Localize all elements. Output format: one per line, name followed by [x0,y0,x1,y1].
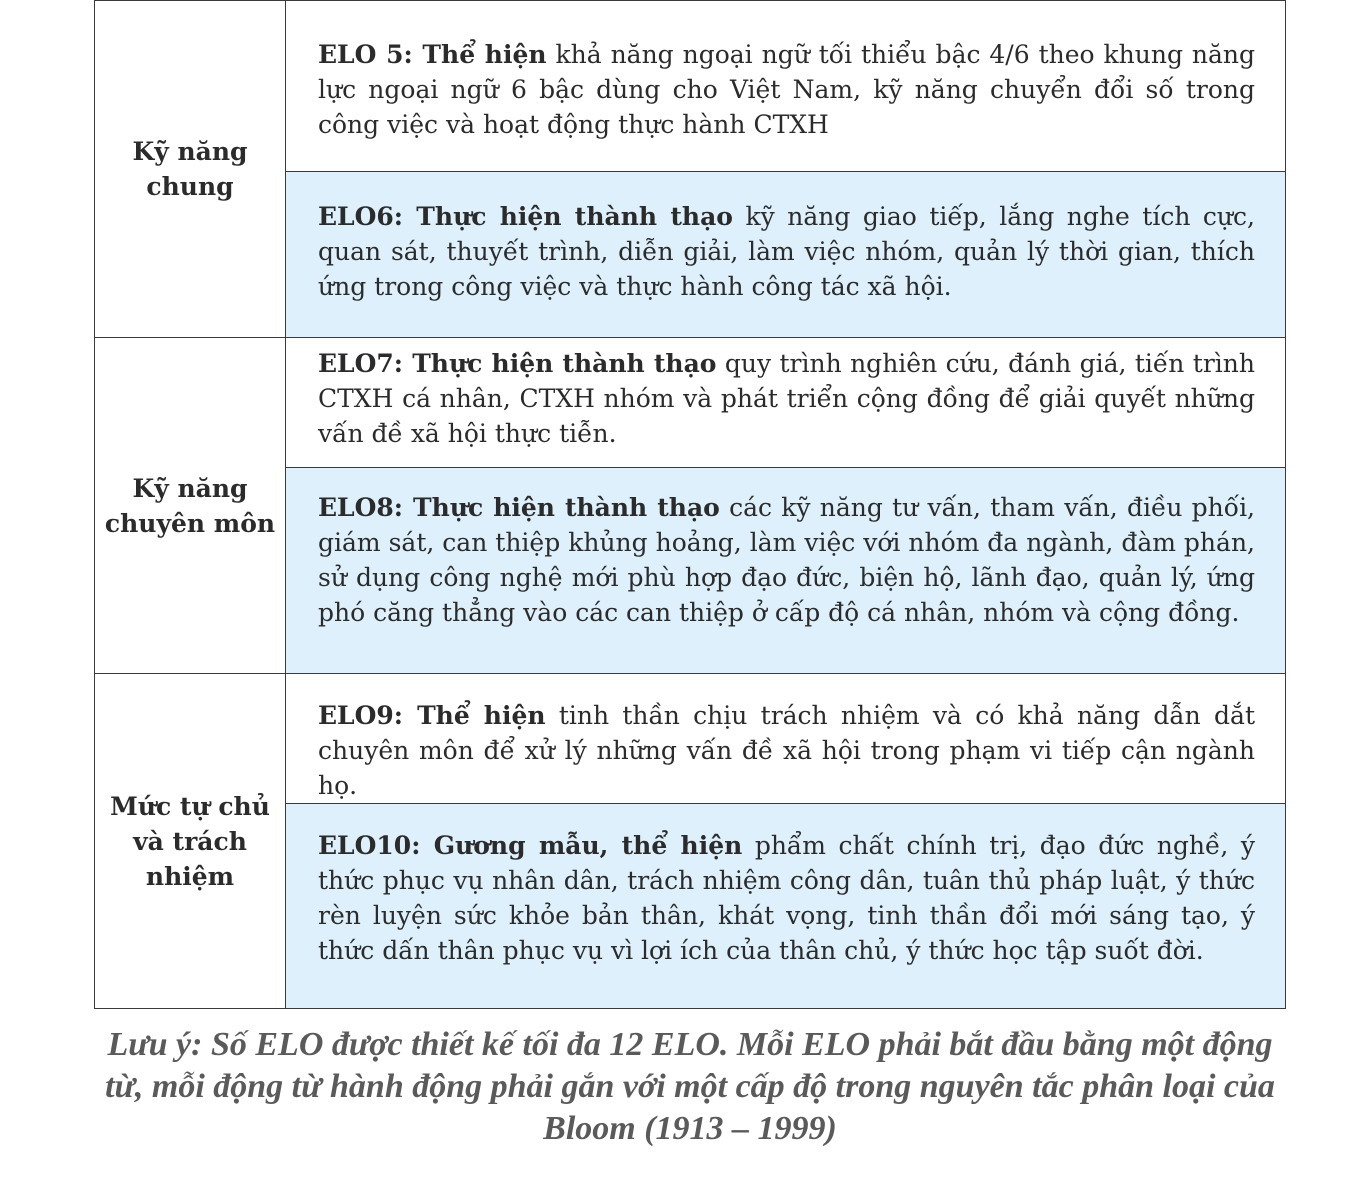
table-row [95,674,1286,804]
category-professional-skills: Kỹ năng chuyên môn [95,338,286,674]
category-autonomy-responsibility: Mức tự chủ và trách nhiệm [95,674,286,1009]
elo-6-cell [286,172,1286,338]
elo-10-cell [286,804,1286,1009]
table-row [95,338,1286,468]
elo-5-cell [286,1,1286,172]
category-general-skills: Kỹ năng chung [95,1,286,338]
elo-7-text: quy trình nghiên cứu, đánh giá, tiến trình CTXH cá nhân, CTXH nhóm và phát triển cộng đồng để giải quyết những vấn đề xã hội thực tiễn. [318,349,1255,448]
elo-5-verb: ELO 5: Thể hiện [318,40,547,69]
elo-8-cell [286,468,1286,674]
elo-6-verb: ELO6: Thực hiện thành thạo [318,202,733,231]
table-row [95,1,1286,172]
elo-9-cell [286,674,1286,804]
elo-9-verb: ELO9: Thể hiện [318,701,546,730]
elo-10-text: phẩm chất chính trị, đạo đức nghề, ý thức phục vụ nhân dân, trách nhiệm công dân, tuân thủ pháp luật, ý thức rèn luyện sức khỏe bản thân, khát vọng, tinh thần đổi mới sáng tạo, ý thức dấn thân phục vụ vì lợi ích của thân chủ, ý thức học tập suốt đời. [318,831,1255,965]
elo-10-verb: ELO10: Gương mẫu, thể hiện [318,831,743,860]
elo-7-verb: ELO7: Thực hiện thành thạo [318,349,717,378]
elo-5-text: khả năng ngoại ngữ tối thiểu bậc 4/6 theo khung năng lực ngoại ngữ 6 bậc dùng cho Việt Nam, kỹ năng chuyển đổi số trong công việc và hoạt động thực hành CTXH [318,40,1255,139]
elo-8-text: các kỹ năng tư vấn, tham vấn, điều phối, giám sát, can thiệp khủng hoảng, làm việc với nhóm đa ngành, đàm phán, sử dụng công nghệ mới phù hợp đạo đức, biện hộ, lãnh đạo, quản lý, ứng phó căng thẳng vào các can thiệp ở cấp độ cá nhân, nhóm và cộng đồng. [318,493,1256,627]
elo-6-text: kỹ năng giao tiếp, lắng nghe tích cực, quan sát, thuyết trình, diễn giải, làm việc nhóm, quản lý thời gian, thích ứng trong công việc và thực hành công tác xã hội. [318,202,1255,301]
elo-table [94,0,1286,1009]
elo-9-text: tinh thần chịu trách nhiệm và có khả năng dẫn dắt chuyên môn để xử lý những vấn đề xã hội trong phạm vi tiếp cận ngành họ. [318,701,1255,800]
elo-8-verb: ELO8: Thực hiện thành thạo [318,493,720,522]
footnote: Lưu ý: Số ELO được thiết kế tối đa 12 ELO. Mỗi ELO phải bắt đầu bằng một động từ, mỗi động từ hành động phải gắn với một cấp độ trong nguyên tắc phân loại của Bloom (1913 – 1999) [105,1026,1275,1147]
elo-7-cell [286,338,1286,468]
